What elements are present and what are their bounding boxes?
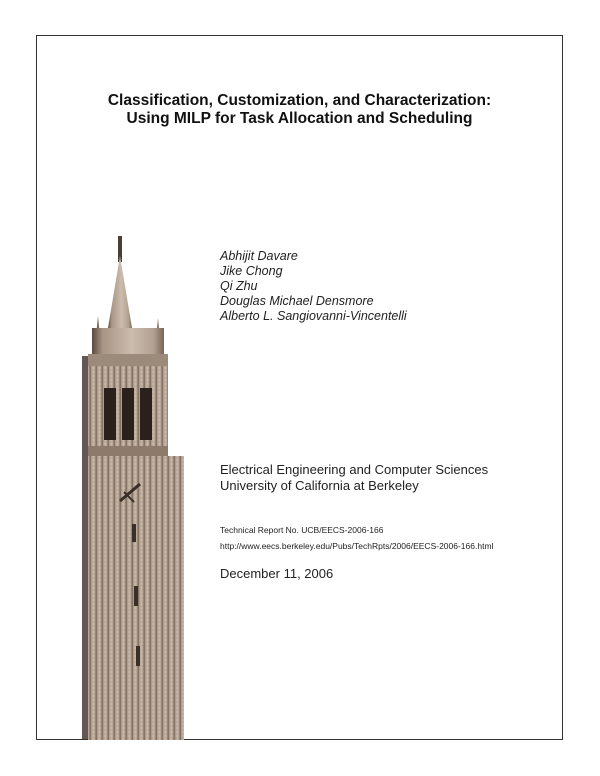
author-4: Douglas Michael Densmore — [220, 294, 374, 308]
report-title — [36, 92, 563, 128]
department-name: Electrical Engineering and Computer Sciences — [220, 462, 489, 477]
campanile-tower-image — [78, 236, 188, 740]
title-line-2: Using MILP for Task Allocation and Scheduling — [126, 110, 473, 127]
report-date: December 11, 2006 — [220, 566, 334, 581]
university-name: University of California at Berkeley — [220, 478, 419, 493]
report-url[interactable]: http://www.eecs.berkeley.edu/Pubs/TechRpts/2006/EECS-2006-166.html — [220, 541, 494, 551]
author-5: Alberto L. Sangiovanni-Vincentelli — [220, 309, 407, 323]
department — [220, 462, 488, 494]
title-line-1: Classification, Customization, and Characterization: — [107, 92, 492, 109]
author-3: Qi Zhu — [220, 279, 258, 293]
author-list — [220, 249, 407, 324]
author-2: Jike Chong — [220, 264, 283, 278]
author-1: Abhijit Davare — [220, 249, 298, 263]
report-info — [220, 522, 493, 554]
report-number: Technical Report No. UCB/EECS-2006-166 — [220, 525, 384, 535]
